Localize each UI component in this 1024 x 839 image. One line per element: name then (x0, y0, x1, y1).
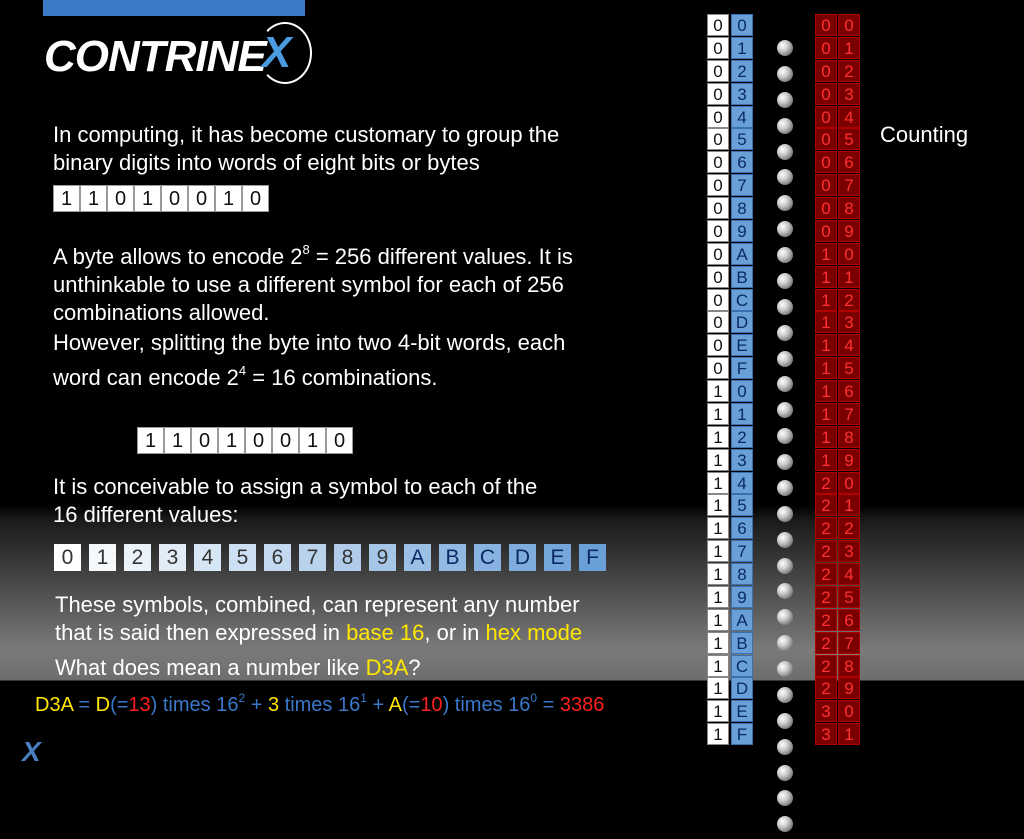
formula-part: + (245, 694, 268, 716)
led-indicator (777, 816, 793, 832)
hex-symbol: E (544, 544, 571, 571)
bit-cell: 1 (164, 427, 191, 454)
table-cell: 1 (707, 517, 729, 539)
table-cell: 0 (815, 14, 837, 36)
led-indicator (777, 273, 793, 289)
table-cell: 3 (731, 83, 753, 105)
bit-cell: 0 (107, 185, 134, 212)
table-cell: 1 (707, 472, 729, 494)
table-cell: 4 (731, 472, 753, 494)
bit-cell: 1 (137, 427, 164, 454)
formula-part: (= (401, 694, 421, 716)
table-cell: 8 (731, 563, 753, 585)
table-cell: 3 (731, 449, 753, 471)
paragraph-split-byte (53, 329, 565, 392)
table-cell: F (731, 357, 753, 379)
table-cell: 0 (838, 243, 860, 265)
table-cell: 0 (707, 334, 729, 356)
x-brand-mark: X (22, 736, 41, 767)
led-indicator (777, 609, 793, 625)
hex-symbol: 1 (89, 544, 116, 571)
text-span: A byte allows to encode 2 (53, 244, 303, 269)
table-cell: 1 (815, 426, 837, 448)
question-line (55, 654, 421, 682)
byte-bits-row-2 (137, 427, 353, 454)
table-cell: 0 (707, 37, 729, 59)
table-cell: 0 (815, 106, 837, 128)
highlight-hex-mode: hex mode (485, 620, 583, 645)
table-cell: 6 (731, 517, 753, 539)
bit-cell: 0 (191, 427, 218, 454)
hex-symbol: B (439, 544, 466, 571)
text-span: What does mean a number like (55, 655, 366, 680)
formula-part: 3 (267, 694, 280, 716)
table-cell: 1 (707, 494, 729, 516)
decimal-ones-column (838, 14, 860, 746)
table-cell: 0 (707, 128, 729, 150)
table-cell: 0 (707, 357, 729, 379)
table-cell: 0 (815, 83, 837, 105)
led-indicator (777, 325, 793, 341)
formula-part: ) times 16 (150, 694, 239, 716)
logo-text: CONTRINE (44, 32, 266, 81)
table-cell: E (731, 334, 753, 356)
led-indicator (777, 583, 793, 599)
text-line (53, 357, 565, 392)
hex-high-digit-column (707, 14, 729, 746)
table-cell: 8 (838, 197, 860, 219)
table-cell: 1 (731, 403, 753, 425)
led-indicator (777, 40, 793, 56)
table-cell: 0 (815, 220, 837, 242)
table-cell: 8 (731, 197, 753, 219)
table-cell: 0 (707, 14, 729, 36)
hex-symbol: 2 (124, 544, 151, 571)
table-cell: 0 (707, 151, 729, 173)
table-cell: 2 (815, 517, 837, 539)
hex-symbol: 0 (54, 544, 81, 571)
table-cell: 0 (707, 289, 729, 311)
paragraph-byte-values (53, 236, 573, 327)
hex-symbol: C (474, 544, 501, 571)
table-cell: A (731, 243, 753, 265)
table-cell: 1 (815, 449, 837, 471)
formula-part: ) times 16 (442, 694, 531, 716)
text-line: unthinkable to use a different symbol for each of 256 (53, 272, 564, 297)
paragraph-base16 (55, 591, 582, 647)
led-indicator (777, 66, 793, 82)
hex-symbol: F (579, 544, 606, 571)
led-indicator (777, 558, 793, 574)
table-cell: 1 (707, 677, 729, 699)
hex-symbol: 9 (369, 544, 396, 571)
led-indicator (777, 118, 793, 134)
table-cell: D (731, 311, 753, 333)
led-indicator (777, 92, 793, 108)
table-cell: 0 (707, 266, 729, 288)
hex-symbol: 7 (299, 544, 326, 571)
highlight-d3a: D3A (365, 655, 409, 680)
table-cell: A (731, 609, 753, 631)
hex-symbols-row (54, 544, 606, 571)
led-indicator (777, 765, 793, 781)
table-cell: 1 (707, 700, 729, 722)
text-span: , or in (424, 620, 486, 645)
table-cell: 1 (731, 37, 753, 59)
table-cell: 2 (815, 586, 837, 608)
formula-line (35, 691, 604, 717)
text-line (53, 236, 573, 271)
table-cell: 9 (838, 449, 860, 471)
formula-exponent: 0 (530, 691, 538, 705)
hex-low-digit-column (731, 14, 753, 746)
top-accent-bar (43, 0, 305, 16)
bit-cell: 1 (134, 185, 161, 212)
table-cell: 0 (815, 174, 837, 196)
led-indicator (777, 376, 793, 392)
table-cell: 0 (707, 106, 729, 128)
table-cell: 1 (815, 243, 837, 265)
paragraph-symbols (53, 473, 537, 529)
table-cell: 2 (838, 517, 860, 539)
led-indicator (777, 713, 793, 729)
bit-cell: 0 (272, 427, 299, 454)
table-cell: 2 (815, 655, 837, 677)
text-span: = 256 different values. It is (309, 244, 573, 269)
led-indicator (777, 144, 793, 160)
text-line: binary digits into words of eight bits or bytes (53, 150, 480, 175)
table-cell: 2 (838, 289, 860, 311)
led-indicator (777, 790, 793, 806)
hex-symbol: 6 (264, 544, 291, 571)
table-cell: 2 (815, 563, 837, 585)
table-cell: 1 (707, 380, 729, 402)
table-cell: 1 (838, 494, 860, 516)
table-cell: 3 (838, 311, 860, 333)
table-cell: 1 (815, 357, 837, 379)
table-cell: 2 (815, 494, 837, 516)
table-cell: 1 (707, 426, 729, 448)
led-indicator (777, 169, 793, 185)
decimal-tens-column (815, 14, 837, 746)
formula-part: 13 (128, 694, 151, 716)
table-cell: 8 (838, 426, 860, 448)
table-cell: 1 (707, 403, 729, 425)
bit-cell: 0 (242, 185, 269, 212)
table-cell: 7 (731, 540, 753, 562)
hex-symbol: 4 (194, 544, 221, 571)
table-cell: 0 (838, 700, 860, 722)
table-cell: 8 (838, 655, 860, 677)
highlight-base16: base 16 (346, 620, 425, 645)
table-cell: 0 (815, 151, 837, 173)
exponent: 8 (302, 242, 310, 257)
bit-cell: 1 (299, 427, 326, 454)
formula-part: + (366, 694, 389, 716)
contrinex-logo (44, 22, 309, 86)
table-cell: 1 (815, 403, 837, 425)
hex-symbol: 3 (159, 544, 186, 571)
table-cell: B (731, 632, 753, 654)
table-cell: 0 (815, 60, 837, 82)
table-cell: 7 (838, 632, 860, 654)
paragraph-bytes (53, 121, 559, 177)
bit-cell: 1 (215, 185, 242, 212)
exponent: 4 (238, 363, 247, 378)
led-indicator (777, 351, 793, 367)
led-indicator (777, 532, 793, 548)
table-cell: 9 (838, 677, 860, 699)
led-indicator (777, 247, 793, 263)
table-cell: 0 (815, 37, 837, 59)
table-cell: 0 (838, 472, 860, 494)
table-cell: 4 (838, 106, 860, 128)
table-cell: B (731, 266, 753, 288)
counting-label: Counting (880, 122, 969, 147)
formula-part: A (388, 694, 402, 716)
table-cell: C (731, 655, 753, 677)
text-line: combinations allowed. (53, 300, 270, 325)
table-cell: E (731, 700, 753, 722)
formula-exponent: 1 (360, 691, 367, 705)
text-span: ? (408, 655, 421, 680)
text-line: In computing, it has become customary to group the (53, 122, 560, 147)
table-cell: 2 (815, 540, 837, 562)
led-indicator (777, 454, 793, 470)
table-cell: 0 (707, 197, 729, 219)
table-cell: 6 (838, 151, 860, 173)
led-indicator (777, 195, 793, 211)
table-cell: 3 (838, 540, 860, 562)
led-indicator (777, 299, 793, 315)
led-indicator (777, 480, 793, 496)
table-cell: 0 (707, 174, 729, 196)
table-cell: 1 (815, 380, 837, 402)
led-indicator (777, 428, 793, 444)
table-cell: 1 (707, 540, 729, 562)
byte-bits-row-1 (53, 185, 269, 212)
table-cell: 0 (707, 311, 729, 333)
logo-x-letter: X (262, 28, 292, 77)
bit-cell: 1 (80, 185, 107, 212)
bit-cell: 0 (161, 185, 188, 212)
indicator-leds-column (774, 37, 793, 839)
table-cell: 1 (815, 334, 837, 356)
led-indicator (777, 739, 793, 755)
text-line (55, 619, 582, 647)
hex-symbol: 5 (229, 544, 256, 571)
table-cell: 1 (707, 609, 729, 631)
bit-cell: 0 (188, 185, 215, 212)
table-cell: 0 (838, 14, 860, 36)
hex-symbol: A (404, 544, 431, 571)
formula-part: times 16 (279, 694, 361, 716)
text-line: It is conceivable to assign a symbol to each of the (53, 474, 538, 499)
table-cell: 3 (815, 723, 837, 745)
formula-part: 3386 (559, 694, 605, 716)
table-cell: 1 (815, 311, 837, 333)
table-cell: 1 (707, 655, 729, 677)
table-cell: 1 (707, 563, 729, 585)
text-span: that is said then expressed in (55, 620, 347, 645)
formula-part: D (95, 694, 111, 716)
bit-cell: 1 (53, 185, 80, 212)
hex-symbol: 8 (334, 544, 361, 571)
table-cell: 2 (731, 426, 753, 448)
table-cell: 0 (707, 83, 729, 105)
table-cell: 3 (838, 83, 860, 105)
hex-symbol: D (509, 544, 536, 571)
table-cell: 4 (838, 563, 860, 585)
led-indicator (777, 635, 793, 651)
text-line: 16 different values: (53, 502, 239, 527)
table-cell: 1 (815, 266, 837, 288)
formula-part: (= (110, 694, 129, 716)
bit-cell: 0 (245, 427, 272, 454)
table-cell: 4 (731, 106, 753, 128)
table-cell: 5 (838, 357, 860, 379)
formula-part: 10 (420, 694, 443, 716)
table-cell: 1 (707, 632, 729, 654)
text-line: These symbols, combined, can represent any number (55, 592, 580, 617)
formula-exponent: 2 (238, 691, 246, 705)
table-cell: 7 (838, 174, 860, 196)
text-span: word can encode 2 (53, 365, 239, 390)
led-indicator (777, 687, 793, 703)
table-cell: 5 (838, 586, 860, 608)
table-cell: 9 (731, 220, 753, 242)
table-cell: 2 (815, 472, 837, 494)
table-cell: 1 (815, 289, 837, 311)
table-cell: 0 (815, 128, 837, 150)
table-cell: 0 (731, 14, 753, 36)
led-indicator (777, 506, 793, 522)
table-cell: 6 (838, 609, 860, 631)
led-indicator (777, 402, 793, 418)
table-cell: F (731, 723, 753, 745)
table-cell: 7 (838, 403, 860, 425)
table-cell: 2 (815, 677, 837, 699)
table-cell: 9 (731, 586, 753, 608)
table-cell: 1 (838, 37, 860, 59)
table-cell: 9 (838, 220, 860, 242)
text-line: However, splitting the byte into two 4-bit words, each (53, 330, 566, 355)
table-cell: 2 (838, 60, 860, 82)
table-cell: 3 (815, 700, 837, 722)
table-cell: 0 (815, 197, 837, 219)
table-cell: D (731, 677, 753, 699)
table-cell: 1 (707, 449, 729, 471)
formula-part: D3A (35, 694, 73, 716)
table-cell: 5 (731, 494, 753, 516)
table-cell: 1 (707, 723, 729, 745)
table-cell: 5 (838, 128, 860, 150)
bit-cell: 0 (326, 427, 353, 454)
formula-part: = (537, 694, 560, 716)
bit-cell: 1 (218, 427, 245, 454)
table-cell: 0 (707, 220, 729, 242)
table-cell: 2 (815, 609, 837, 631)
table-cell: C (731, 289, 753, 311)
formula-part: = (72, 694, 96, 716)
table-cell: 2 (731, 60, 753, 82)
led-indicator (777, 661, 793, 677)
table-cell: 0 (707, 60, 729, 82)
table-cell: 2 (815, 632, 837, 654)
table-cell: 5 (731, 128, 753, 150)
table-cell: 6 (731, 151, 753, 173)
table-cell: 0 (707, 243, 729, 265)
table-cell: 4 (838, 334, 860, 356)
table-cell: 1 (838, 266, 860, 288)
text-span: = 16 combinations. (246, 365, 438, 390)
table-cell: 1 (707, 586, 729, 608)
table-cell: 7 (731, 174, 753, 196)
table-cell: 6 (838, 380, 860, 402)
led-indicator (777, 221, 793, 237)
table-cell: 1 (838, 723, 860, 745)
table-cell: 0 (731, 380, 753, 402)
